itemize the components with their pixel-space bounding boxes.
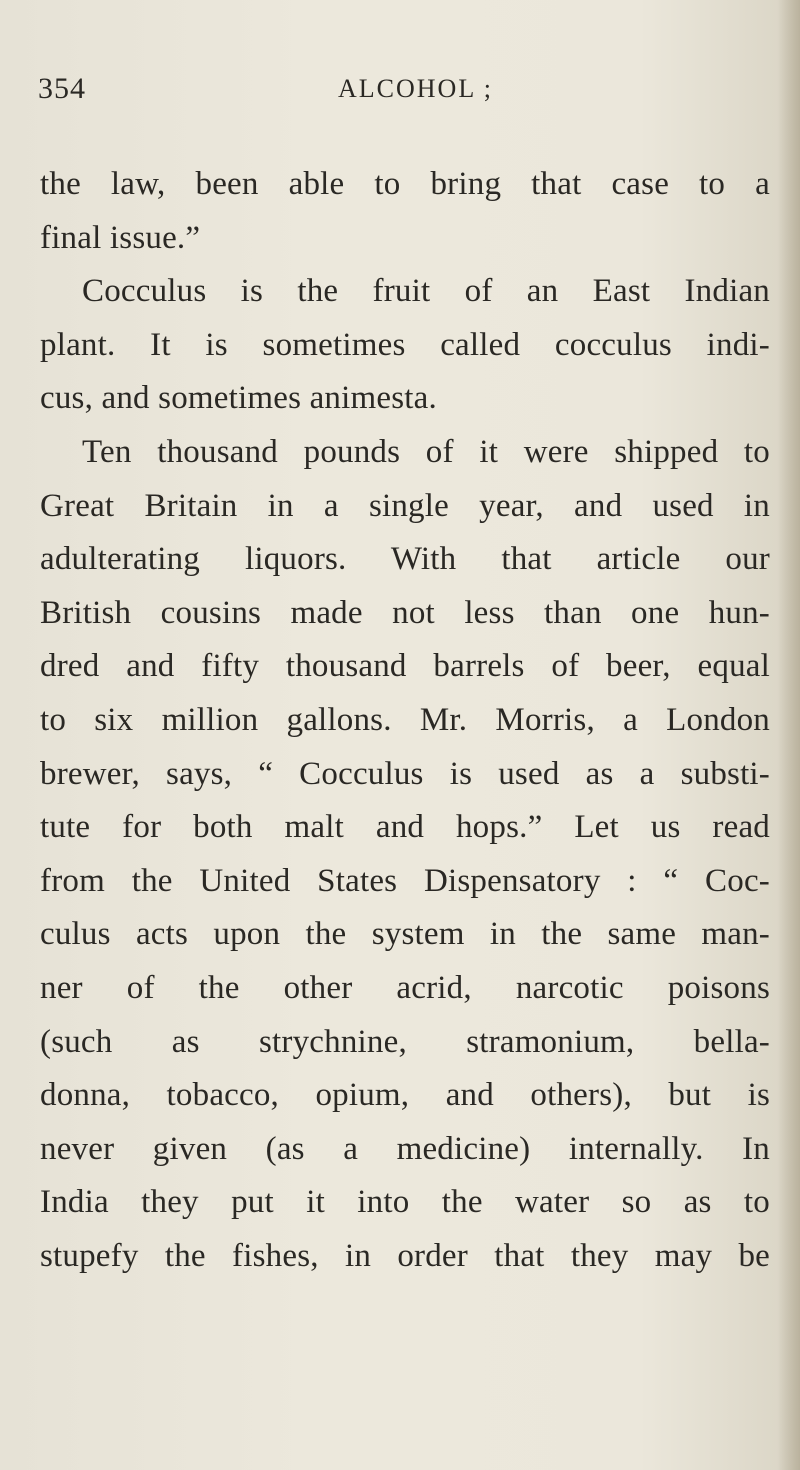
text-line: culus acts upon the system in the same man- (40, 916, 770, 953)
running-head (38, 72, 768, 112)
text-line: India they put it into the water so as to (40, 1184, 770, 1221)
text-line: final issue.” (40, 219, 201, 256)
text-line: (such as strychnine, stramonium, bella- (40, 1023, 770, 1060)
text-line: cus, and sometimes animesta. (40, 380, 437, 417)
text-line: ner of the other acrid, narcotic poisons (40, 969, 770, 1006)
text-line: brewer, says, “ Cocculus is used as a substi- (40, 755, 770, 792)
text-line: tute for both malt and hops.” Let us read (40, 809, 770, 846)
text-line: dred and fifty thousand barrels of beer, equal (40, 648, 770, 685)
text-line: Great Britain in a single year, and used in (40, 487, 770, 524)
body-text (40, 158, 770, 1283)
text-line: never given (as a medicine) internally. In (40, 1130, 770, 1167)
text-line: British cousins made not less than one hun- (40, 594, 770, 631)
text-line: Cocculus is the fruit of an East Indian (82, 273, 770, 310)
text-line: plant. It is sometimes called cocculus indi- (40, 326, 770, 363)
text-line: the law, been able to bring that case to a (40, 166, 770, 202)
text-line: stupefy the fishes, in order that they may be (40, 1237, 770, 1274)
text-line: to six million gallons. Mr. Morris, a London (40, 701, 770, 738)
text-line: Ten thousand pounds of it were shipped to (82, 433, 770, 470)
page-number: 354 (38, 72, 86, 105)
page-edge-shadow (778, 0, 800, 1470)
running-title: ALCOHOL ; (338, 74, 493, 103)
text-line: from the United States Dispensatory : “ Coc- (40, 862, 770, 899)
text-line: donna, tobacco, opium, and others), but is (40, 1077, 770, 1114)
text-line: adulterating liquors. With that article our (40, 541, 770, 578)
